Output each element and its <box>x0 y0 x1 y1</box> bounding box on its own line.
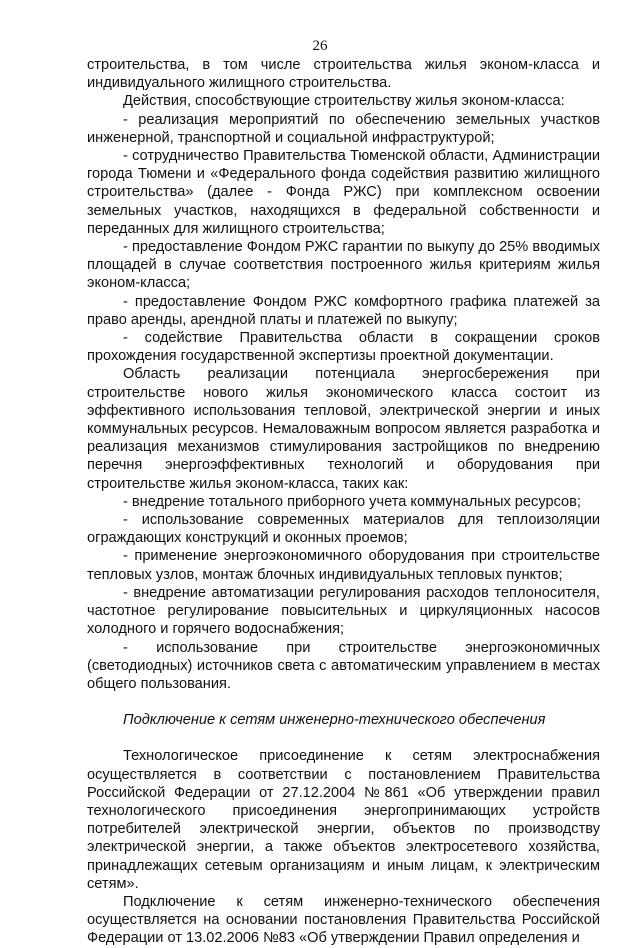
list-item-led-lighting: - использование при строительстве энергоэкономичных (светодиодных) источников света с автоматическим управлением в местах общего пользования. <box>87 639 600 692</box>
paragraph-engineering-connection: Подключение к сетям инженерно-технического обеспечения осуществляется на основании постановления Правительства Российской Федерации от 13.02.2006 №83 «Об утверждении Правил определения и <box>87 893 600 947</box>
spacer <box>87 693 600 711</box>
paragraph-continuation: строительства, в том числе строительства жилья эконом-класса и индивидуального жилищного строительства. <box>87 57 600 92</box>
paragraph-energy-saving: Область реализации потенциала энергосбережения при строительстве нового жилья экономического класса состоит из эффективного использования тепловой, электрической энергии и иных коммунальных ресурсов. Немаловажным вопросом является разработка и реализация механизмов стимулирования застройщиков по внедрению перечня энергоэффективных технологий и оборудования при строительстве жилья эконом-класса, таких как: <box>87 366 600 492</box>
list-item-cooperation: - сотрудничество Правительства Тюменской области, Администрации города Тюмени и «Федерального фонда содействия развитию жилищного строительства» (далее - Фонда РЖС) при комплексном освоении земельных участков, находящихся в федеральной собственности и переданных для жилищного строительства; <box>87 148 600 237</box>
paragraph-grid-connection: Технологическое присоединение к сетям электроснабжения осуществляется в соответствии с постановлением Правительства Российской Федерации от 27.12.2004 №861 «Об утверждении правил технологического присоединения энергопринимающих устройств потребителей электрической энергии, объектов по производству электрической энергии, а также объектов электросетевого хозяйства, принадлежащих сетевым организациям и иным лицам, к электрическим сетям». <box>87 748 600 892</box>
list-item-automation: - внедрение автоматизации регулирования расходов теплоносителя, частотное регулирование повысительных и циркуляционных насосов холодного и горячего водоснабжения; <box>87 584 600 638</box>
list-item-payment-schedule: - предоставление Фондом РЖС комфортного графика платежей за право аренды, арендной платы и платежей по выкупу; <box>87 293 600 328</box>
list-item-insulation: - использование современных материалов для теплоизоляции ограждающих конструкций и оконных проемов; <box>87 512 600 547</box>
document-body <box>87 56 600 948</box>
list-item-metering: - внедрение тотального приборного учета коммунальных ресурсов; <box>123 493 581 510</box>
section-title: Подключение к сетям инженерно-технического обеспечения <box>123 712 546 729</box>
page-number: 26 <box>312 38 328 54</box>
spacer <box>87 729 600 747</box>
list-item-land-infrastructure: - реализация мероприятий по обеспечению земельных участков инженерной, транспортной и социальной инфраструктурой; <box>87 111 600 146</box>
list-item-buyback-guarantee: - предоставление Фондом РЖС гарантии по выкупу до 25% вводимых площадей в случае соответствия построенного жилья критериям жилья эконом-класса; <box>87 239 600 292</box>
paragraph-actions-heading: Действия, способствующие строительству жилья эконом-класса: <box>123 93 565 110</box>
list-item-heating-equipment: - применение энергоэкономичного оборудования при строительстве тепловых узлов, монтаж блочных индивидуальных тепловых пунктов; <box>87 548 600 583</box>
list-item-expertise-time: - содействие Правительства области в сокращении сроков прохождения государственной экспертизы проектной документации. <box>87 330 600 365</box>
